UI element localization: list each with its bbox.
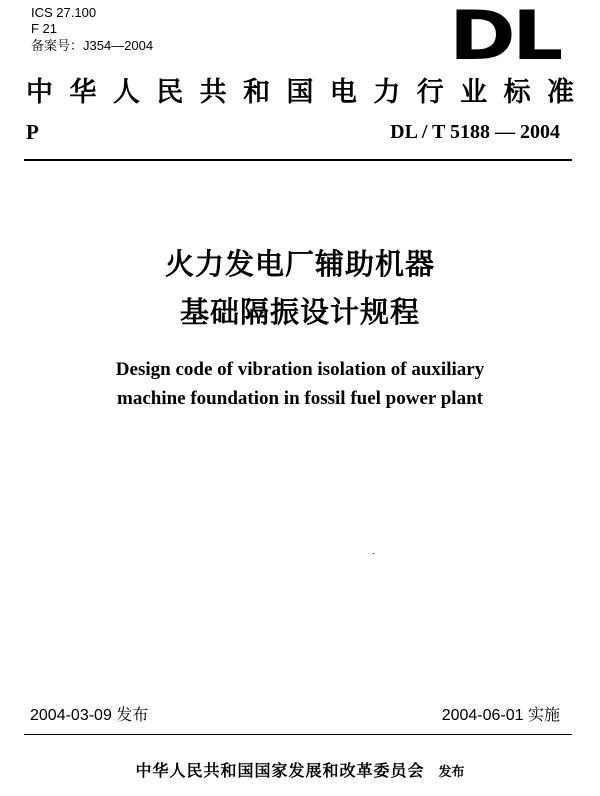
dl-logo: DL	[449, 0, 560, 76]
standard-number-text: DL / T 5188 — 2004	[390, 121, 560, 143]
publisher-name: 中华人民共和国国家发展和改革委员会	[135, 761, 425, 780]
title-en-line1: Design code of vibration isolation of auxiliary	[115, 359, 485, 380]
implementation-date: 2004-06-01 实施	[441, 707, 560, 724]
title-cn-line2: 基础隔振设计规程	[179, 295, 420, 329]
speck	[372, 553, 375, 554]
standard-number	[390, 120, 560, 144]
footer-divider	[24, 734, 572, 735]
publisher	[0, 760, 600, 784]
category-code: P	[26, 120, 39, 144]
issue-date: 2004-03-09 发布	[30, 707, 149, 724]
header-divider	[24, 159, 572, 161]
ccs-number: F 21	[31, 21, 58, 36]
record-number: 备案号：J354—2004	[31, 38, 154, 53]
publisher-suffix: 发布	[438, 765, 465, 780]
issuing-organization: 中华人民共和国电力行业标准	[26, 77, 574, 108]
title-en-line2: machine foundation in fossil fuel power plant	[117, 388, 483, 409]
ics-number: ICS 27.100	[31, 5, 97, 20]
title-cn-line1: 火力发电厂辅助机器	[164, 247, 435, 281]
